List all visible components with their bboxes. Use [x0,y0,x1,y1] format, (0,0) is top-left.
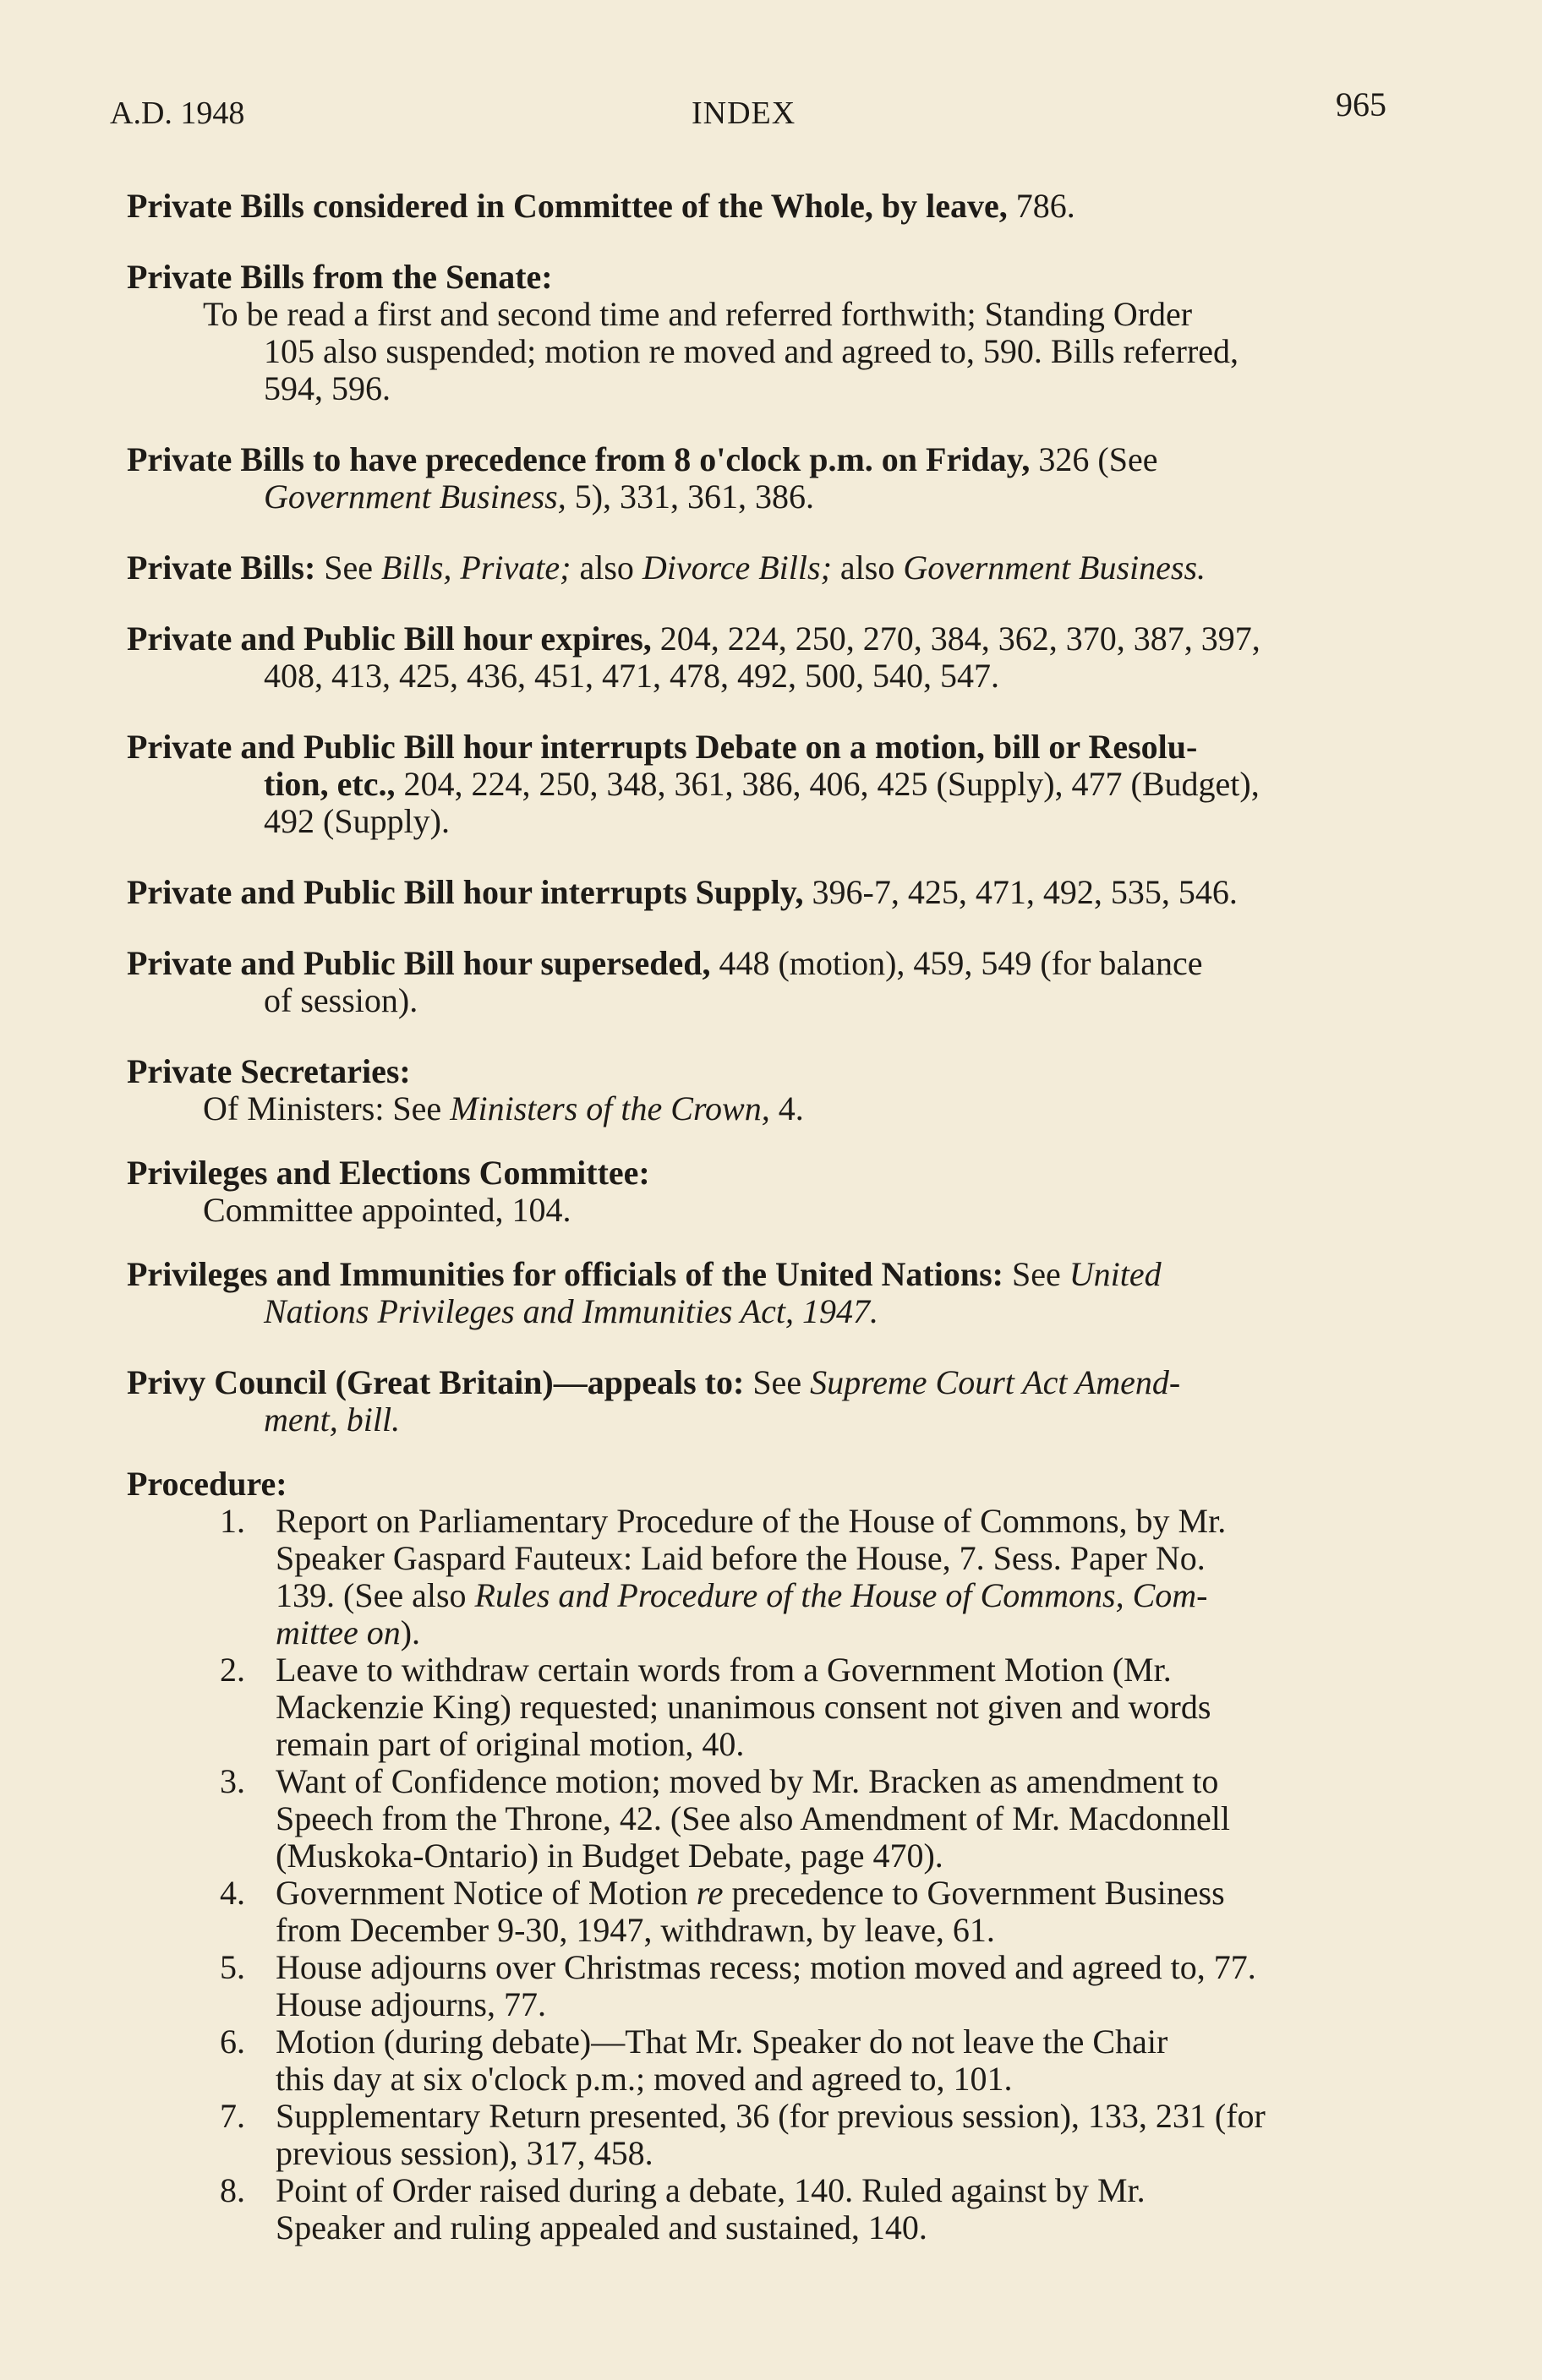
procedure-entry [127,1466,1382,2246]
item-text: (Muskoka-Ontario) in Budget Debate, page 470). [276,1837,943,1875]
entry-text: 204, 224, 250, 348, 361, 386, 406, 425 (Supply), 477 (Budget), [395,765,1260,803]
entry-reference: Divorce Bills; [642,549,832,587]
entry-heading: Private Bills: [127,549,316,587]
index-entry [127,620,1382,695]
entry-heading: Private and Public Bill hour superseded, [127,944,711,982]
item-text: Speaker and ruling appealed and sustained, 140. [276,2208,927,2246]
entry-text: 448 (motion), 459, 549 (for balance [710,944,1203,982]
item-reference: mittee on [276,1613,401,1651]
item-text: Speaker Gaspard Fauteux: Laid before the House, 7. Sess. Paper No. [276,1539,1206,1577]
item-text: Report on Parliamentary Procedure of the House of Commons, by Mr. [276,1502,1227,1540]
item-text: remain part of original motion, 40. [276,1725,745,1763]
entry-reference: Government Business. [903,549,1206,587]
entry-heading: Private Bills from the Senate: [127,258,553,296]
item-text: Speech from the Throne, 42. (See also Amendment of Mr. Macdonnell [276,1799,1231,1837]
entry-text: Of Ministers: See [203,1089,451,1127]
item-number: 7. [220,2097,245,2135]
entry-text: See [315,549,382,587]
item-text: Motion (during debate)—That Mr. Speaker do not leave the Chair [276,2022,1168,2061]
index-content [127,188,1382,2280]
item-reference: Rules and Procedure of the House of Commons, Com- [474,1576,1208,1614]
item-text: Want of Confidence motion; moved by Mr. Bracken as amendment to [276,1762,1219,1800]
item-number: 6. [220,2022,245,2061]
list-item [127,1651,1382,1763]
entry-text: 4. [769,1089,804,1127]
entry-text: 594, 596. [264,369,391,407]
entry-text: 204, 224, 250, 270, 384, 362, 370, 387, 397, [651,620,1260,658]
entry-text: See [1003,1255,1069,1293]
item-text: House adjourns over Christmas recess; motion moved and agreed to, 77. [276,1948,1256,1986]
entry-heading: Privy Council (Great Britain)—appeals to: [127,1363,745,1401]
index-entry [127,945,1382,1019]
item-text: from December 9-30, 1947, withdrawn, by leave, 61. [276,1911,995,1949]
item-reference: re [696,1874,724,1912]
item-number: 5. [220,1948,245,1986]
item-text: 139. (See also [276,1576,475,1614]
entry-text: Committee appointed, 104. [203,1191,571,1229]
entry-reference: Nations Privileges and Immunities Act, 1947. [264,1292,878,1330]
entry-reference: ment, bill. [264,1400,401,1438]
item-number: 3. [220,1762,245,1800]
item-number: 8. [220,2171,245,2209]
index-entry [127,1364,1382,1438]
index-entry [127,188,1382,225]
item-text: House adjourns, 77. [276,1985,546,2023]
entry-heading: Private Secretaries: [127,1052,411,1090]
entry-heading: Private and Public Bill hour interrupts Debate on a motion, bill or Resolu- [127,728,1198,766]
page-header [110,85,1386,135]
list-item [127,1949,1382,2023]
item-text: previous session), 317, 458. [276,2134,653,2172]
entry-heading: tion, etc., [264,765,396,803]
index-entry [127,1155,1382,1229]
index-entry [127,1256,1382,1330]
item-text: Supplementary Return presented, 36 (for previous session), 133, 231 (for [276,2097,1266,2135]
entry-heading: Privileges and Immunities for officials of the United Nations: [127,1255,1003,1293]
index-entry [127,874,1382,911]
header-title: INDEX [692,96,796,131]
index-entry [127,259,1382,407]
list-item [127,1763,1382,1875]
entry-text: See [744,1363,811,1401]
item-text: precedence to Government Business [723,1874,1225,1912]
item-number: 1. [220,1502,245,1540]
list-item [127,2098,1382,2172]
list-item [127,2023,1382,2098]
index-entry [127,549,1382,587]
entry-text: 5), 331, 361, 386. [566,478,815,516]
index-entry [127,441,1382,516]
entry-text: 105 also suspended; motion re moved and agreed to, 590. Bills referred, [264,332,1239,370]
entry-text: 326 (See [1030,440,1158,478]
entry-reference: Supreme Court Act Amend- [810,1363,1181,1401]
item-text: Government Notice of Motion [276,1874,697,1912]
entry-heading: Private Bills considered in Committee of the Whole, by leave, [127,187,1008,225]
item-text: this day at six o'clock p.m.; moved and agreed to, 101. [276,2060,1013,2098]
entry-text: 492 (Supply). [264,802,450,840]
item-text: Point of Order raised during a debate, 140. Ruled against by Mr. [276,2171,1146,2209]
item-text: Mackenzie King) requested; unanimous consent not given and words [276,1688,1211,1726]
list-item [127,1503,1382,1651]
entry-heading: Privileges and Elections Committee: [127,1154,650,1192]
entry-text: 408, 413, 425, 436, 451, 471, 478, 492, 500, 540, 547. [264,657,999,695]
entry-reference: Government Business, [264,478,566,516]
entry-reference: United [1069,1255,1162,1293]
entry-heading: Private and Public Bill hour expires, [127,620,652,658]
entry-heading: Private Bills to have precedence from 8 o'clock p.m. on Friday, [127,440,1031,478]
index-entry [127,729,1382,840]
entry-reference: Bills, Private; [381,549,571,587]
item-number: 4. [220,1874,245,1912]
header-year: A.D. 1948 [110,96,245,131]
entry-reference: Ministers of the Crown, [450,1089,770,1127]
entry-text: To be read a first and second time and referred forthwith; Standing Order [203,295,1193,333]
item-number: 2. [220,1651,245,1689]
procedure-list [127,1503,1382,2246]
entry-text: 786. [1007,187,1075,225]
list-item [127,2172,1382,2246]
index-entry [127,1053,1382,1127]
entry-text: of session). [264,981,418,1019]
entry-text: 396-7, 425, 471, 492, 535, 546. [803,873,1238,911]
list-item [127,1875,1382,1949]
entry-heading: Procedure: [127,1465,287,1503]
entry-text: also [571,549,642,587]
item-text: Leave to withdraw certain words from a Government Motion (Mr. [276,1651,1172,1689]
entry-heading: Private and Public Bill hour interrupts Supply, [127,873,804,911]
item-text: ). [400,1613,421,1651]
entry-text: also [831,549,904,587]
header-page-number: 965 [1336,85,1386,123]
